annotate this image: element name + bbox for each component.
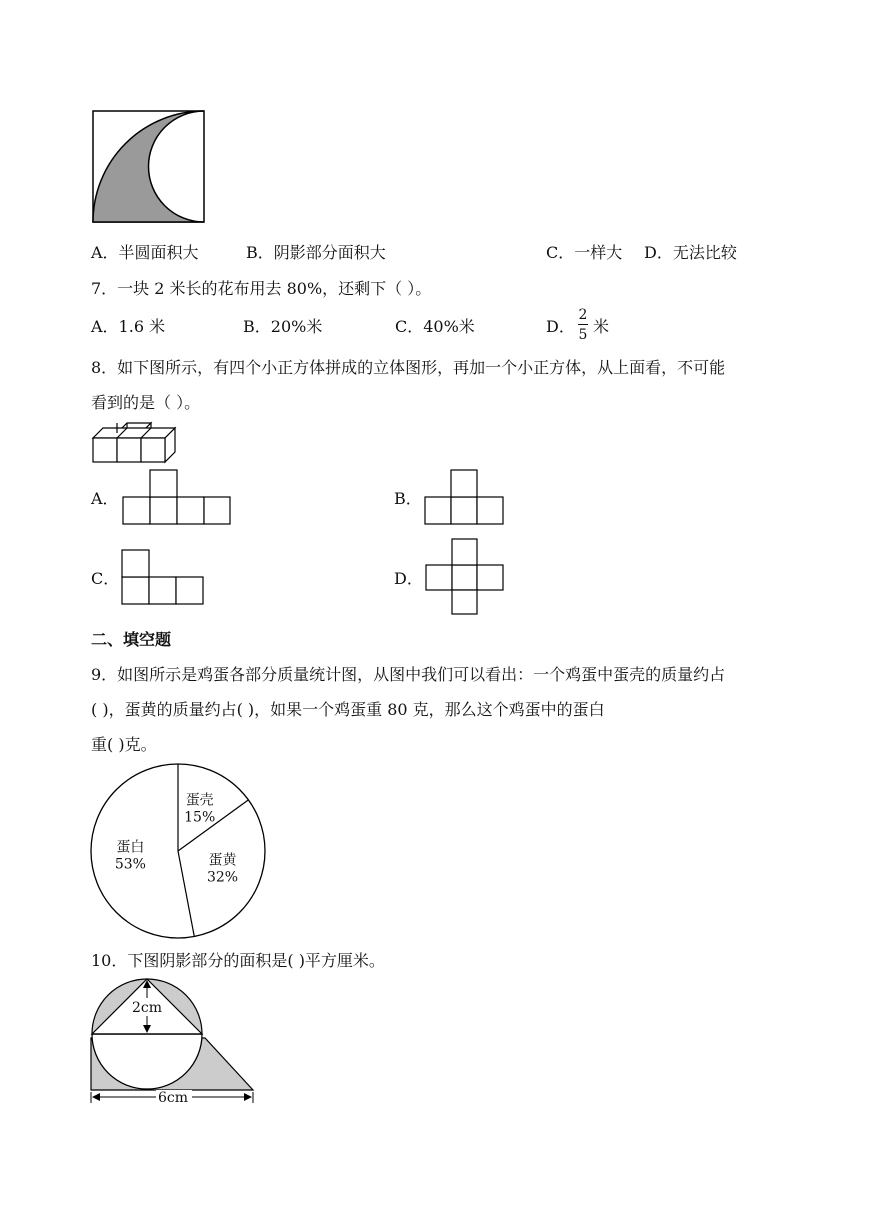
q9-line1: 9．如图所示是鸡蛋各部分质量统计图，从图中我们可以看出：一个鸡蛋中蛋壳的质量约占: [91, 665, 726, 684]
q7-fraction-denominator: 5: [578, 327, 588, 343]
q8-option-c-label[interactable]: C．: [91, 569, 120, 588]
q6-option-d[interactable]: D．无法比较: [644, 243, 737, 262]
pie-category-label: 蛋白: [116, 839, 145, 856]
q10-stem: 10．下图阴影部分的面积是( )平方厘米。: [91, 951, 385, 970]
q8-stem-line1: 8．如下图所示，有四个小正方体拼成的立体图形，再加一个小正方体，从上面看，不可能: [91, 358, 726, 377]
pie-category-label: 蛋壳: [185, 792, 214, 809]
q6-option-c[interactable]: C．一样大: [546, 243, 623, 262]
q7-option-d-unit: 米: [593, 317, 610, 336]
q7-option-b[interactable]: B．20%米: [243, 317, 323, 336]
q10-width-label: 6cm: [158, 1090, 189, 1106]
q7-stem: 7．一块 2 米长的花布用去 80%，还剩下（ ）。: [91, 279, 432, 298]
q6-option-a[interactable]: A．半圆面积大: [91, 243, 199, 262]
section-title: 二、填空题: [91, 630, 172, 649]
q7-option-c[interactable]: C．40%米: [395, 317, 475, 336]
pie-value-label: 32%: [206, 869, 239, 886]
q8-stem-line2: 看到的是（ ）。: [91, 393, 201, 412]
q8-option-d-label[interactable]: D．: [394, 569, 423, 588]
pie-value-label: 53%: [114, 856, 146, 873]
q7-option-d-label: D．: [546, 317, 575, 336]
q9-line3: 重( )克。: [91, 735, 157, 754]
q7-fraction-numerator: 2: [578, 307, 588, 323]
q8-option-b-label[interactable]: B．: [394, 489, 422, 508]
q10-height-label: 2cm: [132, 1000, 163, 1016]
q7-option-a[interactable]: A．1.6 米: [91, 317, 166, 336]
pie-category-label: 蛋黄: [208, 852, 237, 869]
q8-option-a-label[interactable]: A．: [91, 489, 119, 508]
q6-option-b[interactable]: B．阴影部分面积大: [246, 243, 386, 262]
q9-line2: ( )，蛋黄的质量约占( )，如果一个鸡蛋重 80 克，那么这个鸡蛋中的蛋白: [91, 700, 605, 719]
pie-value-label: 15%: [184, 809, 216, 826]
